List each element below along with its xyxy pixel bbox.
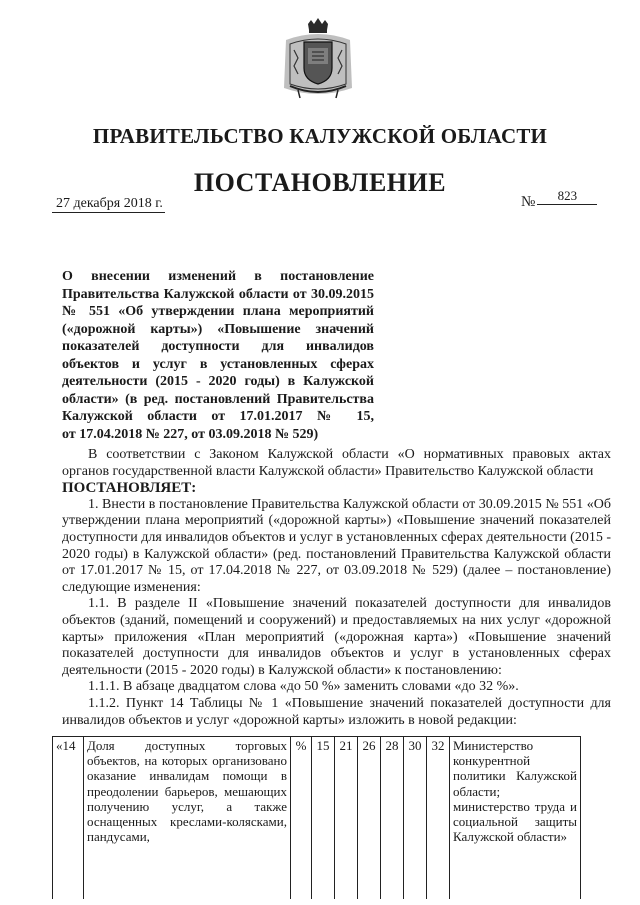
table-cell-value: 32 (427, 737, 450, 900)
indicator-table (52, 736, 581, 899)
table-cell-value: 30 (404, 737, 427, 900)
number-value: 823 (537, 188, 597, 205)
table-cell-responsible: Министерство конкурентной политики Калужской области; министерство труда и социальной защиты Калужской области» (450, 737, 581, 900)
preamble-paragraph: В соответствии с Законом Калужской области «О нормативных правовых актах органов государственной власти Калужской области» Правительство Калужской области (62, 447, 611, 479)
subject-line: деятельности (2015 - 2020 годы) в Калужской (62, 374, 374, 389)
subject-line: объектов и услуг в установленных сферах (62, 356, 374, 372)
table-cell-value: 26 (358, 737, 381, 900)
table-row (53, 737, 581, 900)
table-cell-value: 21 (335, 737, 358, 900)
coat-of-arms-emblem (280, 18, 356, 100)
table-cell-unit: % (291, 737, 312, 900)
number-sign: № (521, 194, 536, 210)
paragraph-1-1-1: 1.1.1. В абзаце двадцатом слова «до 50 %» заменить словами «до 32 %». (88, 679, 519, 695)
document-number (521, 188, 597, 211)
document-type-title: ПОСТАНОВЛЕНИЕ (193, 168, 447, 197)
table-cell-value: 28 (381, 737, 404, 900)
subject-line: Калужской области от 17.01.2017 № 15, (62, 409, 374, 424)
subject-line: О внесении изменений в постановление (62, 269, 374, 284)
table-cell-value: 15 (312, 737, 335, 900)
document-date: 27 декабря 2018 г. (52, 196, 165, 213)
subject-line: («дорожной карты») «Повышение значений (62, 321, 374, 337)
table-cell-number: «14 (53, 737, 84, 900)
paragraph-1-1: 1.1. В разделе II «Повышение значений показателей доступности для инвалидов объектов (зданий, помещений и сооружений) и предоставляемых на них услуг «дорожной карты» приложения «План мероприятий («дорожная карта») «Повышение значений показателей доступности для инвалидов объектов и услуг в установленных сферах деятельности (2015 - 2020 годы) в Калужской области» к постановлению: (62, 596, 611, 678)
subject-line: показателей доступности для инвалидов (62, 339, 374, 354)
table-cell-name: Доля доступных торговых объектов, на которых организовано оказание инвалидам помощи в преодолении барьеров, мешающих получению услуг, а также оснащенных креслами-колясками, пандусами, (84, 737, 291, 900)
government-title: ПРАВИТЕЛЬСТВО КАЛУЖСКОЙ ОБЛАСТИ (92, 124, 548, 148)
subject-line: области» (в ред. постановлений Правительства (62, 391, 374, 407)
decree-word: ПОСТАНОВЛЯЕТ: (62, 480, 197, 497)
paragraph-1-1-2: 1.1.2. Пункт 14 Таблицы № 1 «Повышение значений показателей доступности для инвалидов объектов и услуг «дорожной карты» изложить в новой редакции: (62, 695, 611, 728)
paragraph-1: 1. Внести в постановление Правительства Калужской области от 30.09.2015 № 551 «Об утверждении плана мероприятий («дорожной карты») «Повышение значений показателей доступности для инвалидов объектов и услуг в установленных сферах деятельности (2015 - 2020 годы) в Калужской области» (ред. постановлений Правительства Калужской области от 17.01.2017 № 15, от 17.04.2018 № 227, от 03.09.2018 № 529) (далее – постановление) следующие изменения: (62, 496, 611, 595)
subject-line: от 17.04.2018 № 227, от 03.09.2018 № 529) (62, 426, 319, 442)
subject-line: № 551 «Об утверждении плана мероприятий (62, 304, 374, 319)
subject-block (62, 268, 374, 443)
document-body (62, 447, 611, 729)
subject-line: Правительства Калужской области от 30.09.2015 (62, 286, 374, 302)
